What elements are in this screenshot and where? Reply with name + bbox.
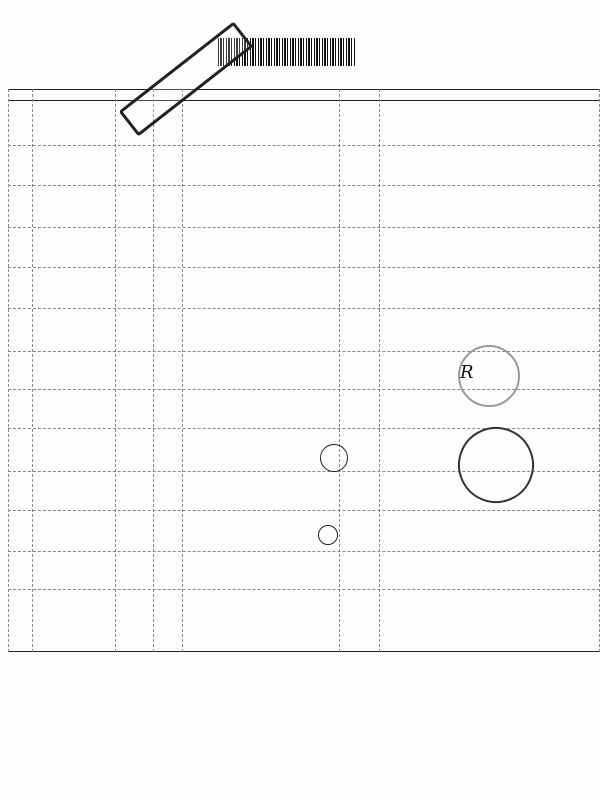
scribble-circle	[318, 525, 338, 545]
signature: R	[460, 362, 474, 383]
scribble-circle	[320, 444, 348, 472]
